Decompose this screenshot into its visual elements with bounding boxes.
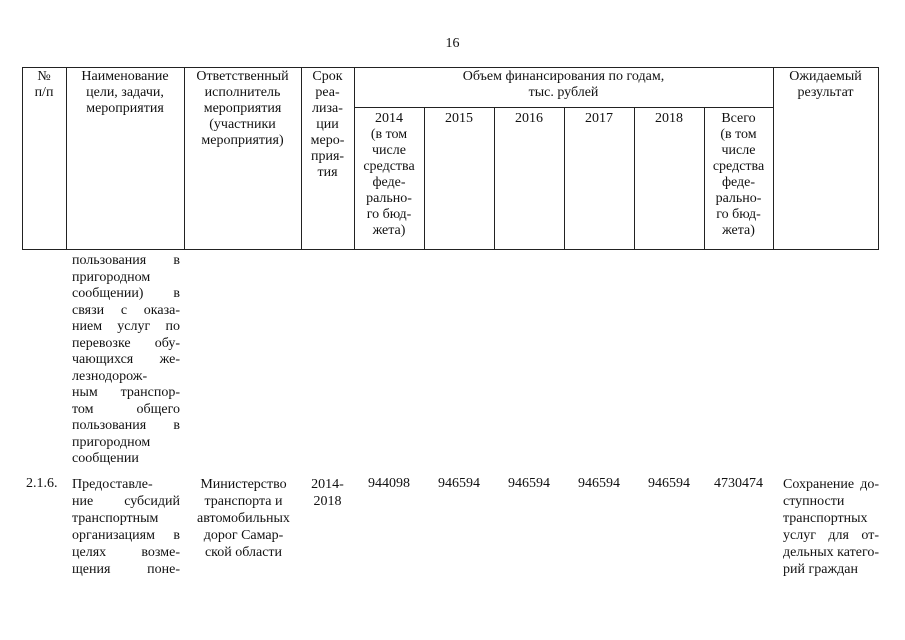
row-term: 2014- 2018 (311, 477, 344, 509)
page-number: 16 (445, 36, 460, 51)
continuation-line: ным транспор- (72, 385, 180, 400)
row-value-2015: 946594 (438, 476, 480, 491)
header-total: Всего (в том числе средства феде- рально- го бюд- жета) (712, 111, 765, 238)
row-result-line: рий граждан (783, 562, 858, 577)
row-result-line: ступности (783, 494, 845, 509)
border-2016-2017 (564, 107, 565, 250)
row-result-line: услуг для от- (783, 528, 879, 543)
header-year-2017: 2017 (585, 111, 613, 126)
row-value-2014: 944098 (368, 476, 410, 491)
row-name-line: щения поне- (72, 562, 180, 577)
row-executor: Министерство транспорта и автомобильных дорог Самар- ской области (197, 477, 290, 560)
row-name-line: ние субсидий (72, 494, 180, 509)
border-2014-2015 (424, 107, 425, 250)
continuation-line: пользования в (72, 418, 180, 433)
continuation-line: пригородном (72, 434, 151, 450)
row-result (783, 476, 879, 578)
border-2017-2018 (634, 107, 635, 250)
header-name: Наименование цели, задачи, мероприятия (81, 69, 169, 116)
border-2015-2016 (494, 107, 495, 250)
header-number: № п/п (34, 69, 54, 100)
continuation-line: том общего (72, 401, 180, 417)
row-value-2018: 946594 (648, 476, 690, 491)
header-bottom-border (22, 249, 879, 250)
header-year-2014: 2014 (в том числе средства феде- рально- го бюд- жета) (363, 111, 415, 238)
row-name-line: транспортным (72, 511, 159, 526)
table-top-border (22, 67, 879, 68)
header-year-2015: 2015 (445, 111, 473, 126)
header-result: Ожидаемый результат (789, 69, 862, 100)
continuation-line: сообщении (72, 451, 139, 466)
continuation-line: пригородном (72, 269, 151, 285)
header-year-2016: 2016 (515, 111, 543, 126)
row-name-line: целях возме- (72, 545, 180, 560)
header-year-2018: 2018 (655, 111, 683, 126)
row-name (72, 476, 180, 578)
row-value-2017: 946594 (578, 476, 620, 491)
continuation-line: перевозке обу- (72, 335, 180, 351)
row-result-line: транспортных (783, 511, 868, 526)
continuation-line: связи с оказа- (72, 302, 180, 318)
row-result-line: Сохранение до- (783, 477, 879, 492)
row-name-line: организациям в (72, 528, 180, 543)
row-value-total: 4730474 (714, 476, 763, 491)
header-funding: Объем финансирования по годам, тыс. рублей (462, 69, 665, 100)
continuation-line: сообщении) в (72, 286, 180, 301)
row-name-line: Предоставле- (72, 477, 153, 492)
row-value-2016: 946594 (508, 476, 550, 491)
continuation-line: чающихся же- (72, 352, 180, 367)
continuation-line: нием услуг по (72, 319, 180, 334)
row-number: 2.1.6. (26, 476, 58, 491)
border-right (878, 67, 879, 250)
row-result-line: дельных катего- (783, 545, 879, 560)
continuation-line: пользования в (72, 253, 180, 268)
continuation-line: лезнодорож- (72, 368, 148, 384)
header-executor: Ответственный исполнитель мероприятия (участники мероприятия) (196, 69, 289, 148)
header-term: Срок реа- лиза- ции меро- прия- тия (310, 69, 345, 180)
continuation-text (72, 253, 180, 468)
